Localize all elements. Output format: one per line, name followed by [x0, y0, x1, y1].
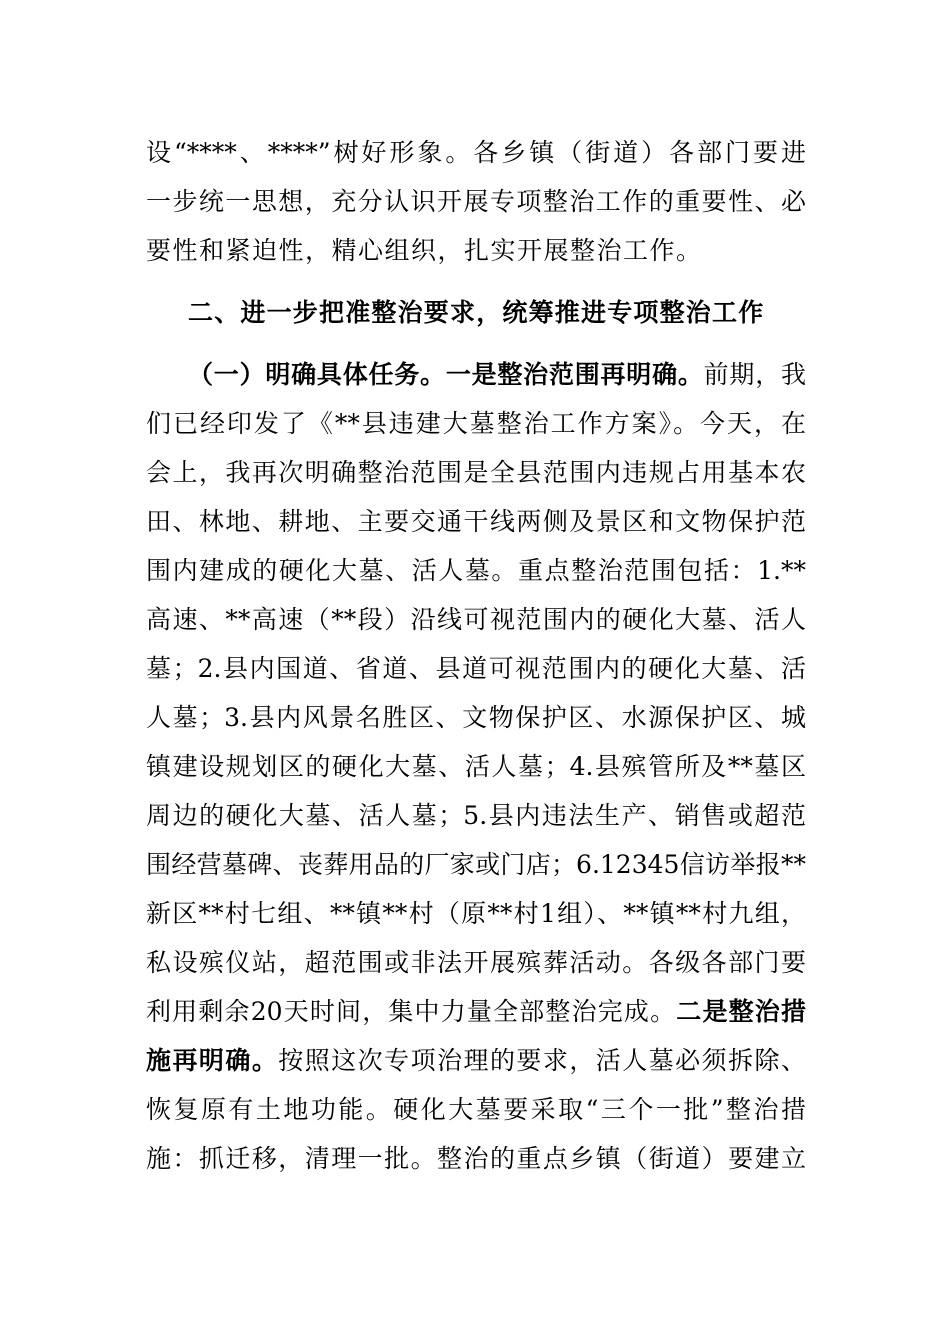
body-text-line: 私设殡仪站，超范围或非法开展殡葬活动。各级各部门要 [146, 948, 806, 977]
body-text-line: 人墓；3.县内风景名胜区、文物保护区、水源保护区、城 [146, 703, 806, 732]
body-text-line: 高速、**高速（**段）沿线可视范围内的硬化大墓、活人 [146, 605, 806, 634]
section-heading: 二、进一步把准整治要求，统筹推进专项整治工作 [188, 298, 765, 327]
body-text-line: 们已经印发了《**县违建大墓整治工作方案》。今天，在 [146, 409, 806, 438]
body-text-line: 田、林地、耕地、主要交通干线两侧及景区和文物保护范 [146, 507, 806, 536]
subsection-title: （一）明确具体任务。一是整治范围再明确。 [188, 360, 704, 389]
subsection-first-line: （一）明确具体任务。一是整治范围再明确。前期，我 [188, 360, 806, 389]
body-text-line: 墓；2.县内国道、省道、县道可视范围内的硬化大墓、活 [146, 654, 806, 683]
body-text-line: 设“****、****”树好形象。各乡镇（街道）各部门要进 [146, 138, 806, 167]
point-title: 二是整治措 [676, 997, 806, 1026]
body-text-line: 施：抓迁移，清理一批。整治的重点乡镇（街道）要建立 [146, 1144, 806, 1173]
body-text-line: 围经营墓碑、丧葬用品的厂家或门店；6.12345信访举报** [146, 850, 806, 879]
point-title: 施再明确。 [146, 1046, 279, 1075]
body-text-line: 周边的硬化大墓、活人墓；5.县内违法生产、销售或超范 [146, 801, 806, 830]
body-text-line: 一步统一思想，充分认识开展专项整治工作的重要性、必 [146, 187, 806, 216]
body-text-line: 镇建设规划区的硬化大墓、活人墓；4.县殡管所及**墓区 [146, 752, 806, 781]
body-text-line: 施再明确。按照这次专项治理的要求，活人墓必须拆除、 [146, 1046, 806, 1075]
body-text-line: 利用剩余20天时间，集中力量全部整治完成。二是整治措 [146, 997, 806, 1026]
body-text-line: 会上，我再次明确整治范围是全县范围内违规占用基本农 [146, 458, 806, 487]
body-text-line: 围内建成的硬化大墓、活人墓。重点整治范围包括：1.** [146, 556, 806, 585]
body-text-line: 恢复原有土地功能。硬化大墓要采取“三个一批”整治措 [146, 1095, 806, 1124]
body-text-line: 新区**村七组、**镇**村（原**村1组）、**镇**村九组， [146, 899, 806, 928]
body-text-line: 要性和紧迫性，精心组织，扎实开展整治工作。 [146, 236, 703, 265]
